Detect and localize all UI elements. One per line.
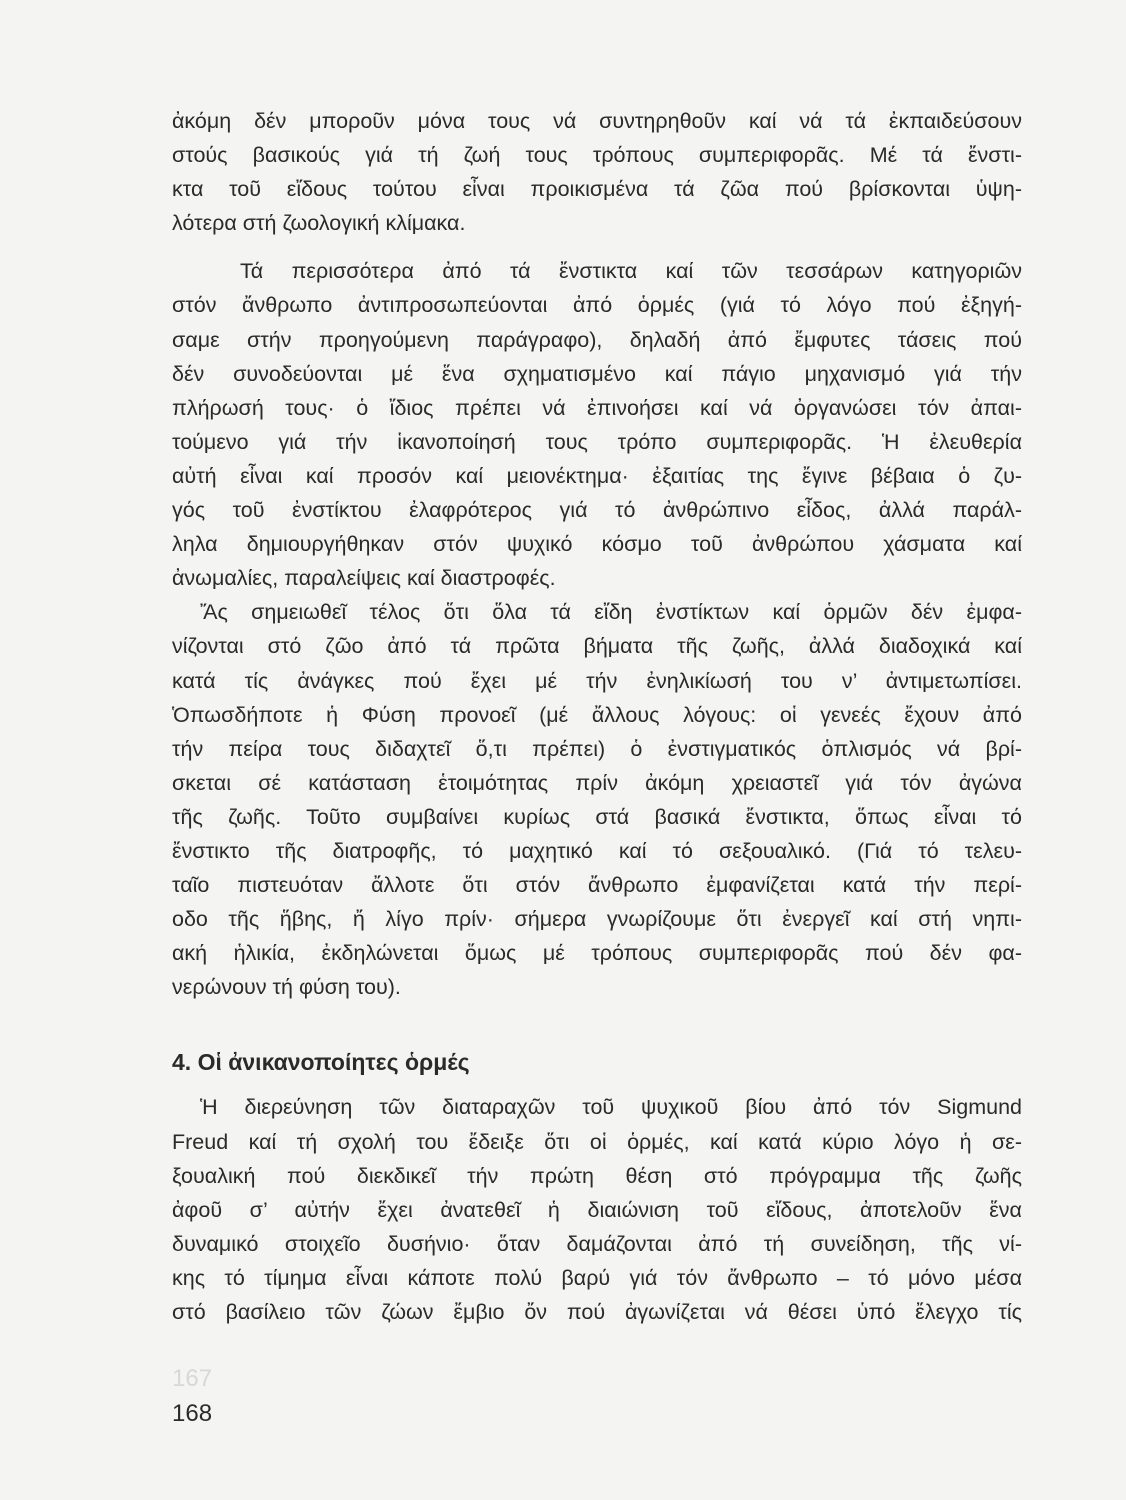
page-number: 168 [172,1400,213,1427]
text-line: ξουαλική πού διεκδικεῖ τήν πρώτη θέση στό πρόγραμμα τῆς ζωῆς [172,1163,1022,1188]
section-text [172,1090,1022,1329]
text-line: ἀκόμη δέν μποροῦν μόνα τους νά συντηρηθοῦν καί νά τά ἐκπαιδεύσουν [172,109,1022,133]
text-line: αὐτή εἶναι καί προσόν καί μειονέκτημα· ἐξαιτίας της ἔγινε βέβαια ὁ ζυ- [172,463,1022,488]
text-line: Ὁπωσδήποτε ἡ Φύση προνοεῖ (μέ ἄλλους λόγους: οἱ γενεές ἔχουν ἀπό [172,702,1022,727]
text-line: κτα τοῦ εἴδους τούτου εἶναι προικισμένα τά ζῶα πού βρίσκονται ὑψη- [172,177,1022,202]
text-line: σκεται σέ κατάσταση ἑτοιμότητας πρίν ἀκόμη χρειαστεῖ γιά τόν ἀγώνα [172,770,1022,795]
text-line: κης τό τίμημα εἶναι κάποτε πολύ βαρύ γιά τόν ἄνθρωπο – τό μόνο μέσα [172,1265,1022,1290]
text-line: ακή ἡλικία, ἐκδηλώνεται ὅμως μέ τρόπους συμπεριφορᾶς πού δέν φα- [172,941,1022,966]
text-line: τούμενο γιά τήν ἱκανοποίησή τους τρόπο συμπεριφορᾶς. Ἡ ἐλευθερία [172,429,1022,454]
paragraph [172,1090,1022,1329]
text-line: Τά περισσότερα ἀπό τά ἔνστικτα καί τῶν τεσσάρων κατηγοριῶν [240,259,1022,284]
text-line: στόν ἄνθρωπο ἀντιπροσωπεύονται ἀπό ὁρμές (γιά τό λόγο πού ἐξηγή- [172,293,1022,318]
body-text [172,104,1022,1004]
text-line: τήν πείρα τους διδαχτεῖ ὅ,τι πρέπει) ὁ ἐνστιγματικός ὁπλισμός νά βρί- [172,736,1022,761]
text-line: στό βασίλειο τῶν ζώων ἔμβιο ὄν πού ἀγωνίζεται νά θέσει ὑπό ἔλεγχο τίς [172,1300,1022,1324]
text-line: δυναμικό στοιχεῖο δυσήνιο· ὅταν δαμάζονται ἀπό τή συνείδηση, τῆς νί- [172,1231,1022,1256]
paragraph [172,254,1022,595]
text-line: στούς βασικούς γιά τή ζωή τους τρόπους συμπεριφορᾶς. Μέ τά ἔνστι- [172,143,1022,168]
text-line: κατά τίς ἀνάγκες πού ἔχει μέ τήν ἐνηλικίωσή του ν’ ἀντιμετωπίσει. [172,668,1022,693]
text-line: ταῖο πιστευόταν ἄλλοτε ὅτι στόν ἄνθρωπο ἐμφανίζεται κατά τήν περί- [172,873,1022,898]
text-line: πλήρωσή τους· ὁ ἴδιος πρέπει νά ἐπινοήσει καί νά ὀργανώσει τόν ἀπαι- [172,395,1022,420]
text-line: λότερα στή ζωολογική κλίμακα. [172,211,466,236]
text-line: Freud καί τή σχολή του ἔδειξε ὅτι οἱ ὁρμές, καί κατά κύριο λόγο ἡ σε- [172,1129,1022,1154]
text-line: δέν συνοδεύονται μέ ἕνα σχηματισμένο καί πάγιο μηχανισμό γιά τήν [172,361,1022,386]
text-line: νερώνουν τή φύση του). [172,975,401,1000]
section-heading: 4. Οἱ ἀνικανοποίητες ὁρμές [172,1049,470,1076]
text-line: οδο τῆς ἥβης, ἤ λίγο πρίν· σήμερα γνωρίζουμε ὅτι ἐνεργεῖ καί στή νηπι- [172,907,1022,932]
show-through-page-number: 167 [172,1365,213,1392]
text-line: Ἄς σημειωθεῖ τέλος ὅτι ὅλα τά εἴδη ἐνστίκτων καί ὁρμῶν δέν ἐμφα- [200,600,1022,625]
book-page [172,104,1022,1329]
text-line: Ἡ διερεύνηση τῶν διαταραχῶν τοῦ ψυχικοῦ βίου ἀπό τόν Sigmund [200,1095,1022,1120]
text-line: νίζονται στό ζῶο ἀπό τά πρῶτα βήματα τῆς ζωῆς, ἀλλά διαδοχικά καί [172,634,1022,659]
paragraph [172,104,1022,240]
text-line: τῆς ζωῆς. Τοῦτο συμβαίνει κυρίως στά βασικά ἔνστικτα, ὅπως εἶναι τό [172,804,1022,829]
text-line: ἀνωμαλίες, παραλείψεις καί διαστροφές. [172,566,556,591]
text-line: ληλα δημιουργήθηκαν στόν ψυχικό κόσμο τοῦ ἀνθρώπου χάσματα καί [172,532,1022,557]
text-line: γός τοῦ ἐνστίκτου ἐλαφρότερος γιά τό ἀνθρώπινο εἶδος, ἀλλά παράλ- [172,498,1022,523]
text-line: ἀφοῦ σ’ αὐτήν ἔχει ἀνατεθεῖ ἡ διαιώνιση τοῦ εἴδους, ἀποτελοῦν ἕνα [172,1197,1022,1222]
text-line: ἔνστικτο τῆς διατροφῆς, τό μαχητικό καί τό σεξουαλικό. (Γιά τό τελευ- [172,838,1022,863]
paragraph [172,595,1022,1004]
text-line: σαμε στήν προηγούμενη παράγραφο), δηλαδή ἀπό ἔμφυτες τάσεις πού [172,327,1022,352]
